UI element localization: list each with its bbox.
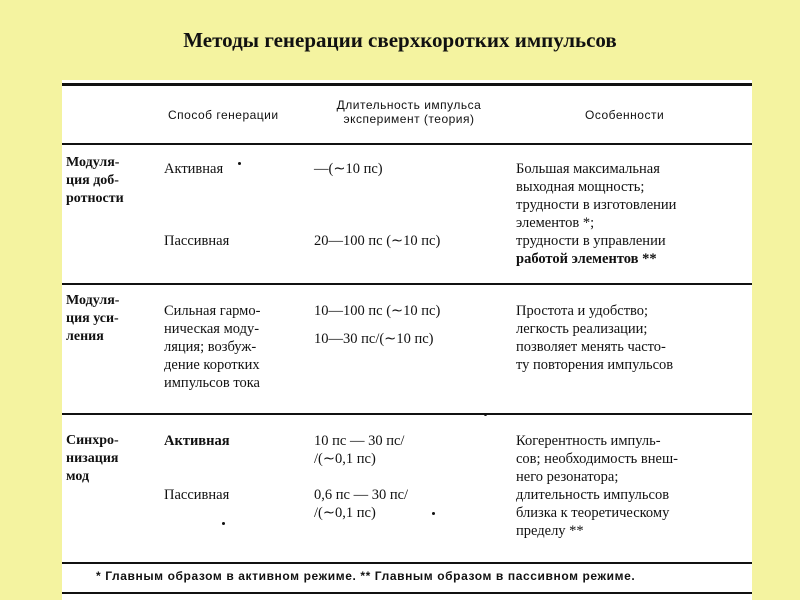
method-gain: Сильная гармо- ническая моду- ляция; возбуж- дение коротких импульсов тока (164, 303, 261, 391)
header-features: Особенности (585, 108, 665, 122)
duration-gain: 10—100 пс (∼10 пс) 10—30 пс/(∼10 пс) (314, 303, 441, 347)
duration-active-q: —(∼10 пс) (314, 161, 383, 177)
category-gain-switching: Модуля- ция уси- ления (66, 293, 120, 344)
header-duration-line1: Длительность импульса (336, 98, 482, 112)
method-passive-q: Пассивная (164, 233, 230, 249)
table-rule-group1 (62, 283, 752, 285)
category-mode-locking: Синхро- низация мод (66, 433, 119, 484)
header-duration (314, 98, 504, 126)
features-passive-ml: длительность импульсов близка к теоретическому пределу ** (516, 487, 670, 539)
features-gain: Простота и удобство; легкость реализации; позволяет менять часто- ту повторения импульсов (516, 303, 674, 373)
scan-speck (222, 522, 225, 525)
method-passive-ml: Пассивная (164, 487, 230, 503)
features-active-ml: Когерентность импуль- сов; необходимость внеш- него резонатора; (516, 433, 678, 485)
header-duration-line2: эксперимент (теория) (343, 112, 475, 126)
features-passive-q: трудности в управлении работой элементов ** (516, 233, 666, 267)
scan-speck (432, 512, 435, 515)
method-active-ml: Активная (164, 433, 230, 449)
table-rule-top (62, 83, 752, 86)
duration-passive-ml: 0,6 пс — 30 пс/ /(∼0,1 пс) (314, 487, 409, 521)
methods-table (62, 80, 752, 600)
scan-speck (238, 162, 241, 165)
scan-speck (484, 413, 487, 416)
slide-title: Методы генерации сверхкоротких импульсов (183, 28, 617, 52)
table-rule-bottom (62, 592, 752, 594)
header-method: Способ генерации (168, 108, 279, 122)
table-rule-group2 (62, 413, 752, 415)
duration-active-ml: 10 пс — 30 пс/ /(∼0,1 пс) (314, 433, 405, 467)
duration-passive-q: 20—100 пс (∼10 пс) (314, 233, 441, 249)
footnote: * Главным образом в активном режиме. ** Главным образом в пассивном режиме. (96, 569, 636, 583)
category-q-switching: Модуля- ция доб- ротности (66, 155, 124, 206)
table-rule-header (62, 143, 752, 145)
method-active-q: Активная (164, 161, 224, 177)
features-active-q: Большая максимальная выходная мощность; трудности в изготовлении элементов *; (516, 161, 677, 231)
table-rule-footnote (62, 562, 752, 564)
